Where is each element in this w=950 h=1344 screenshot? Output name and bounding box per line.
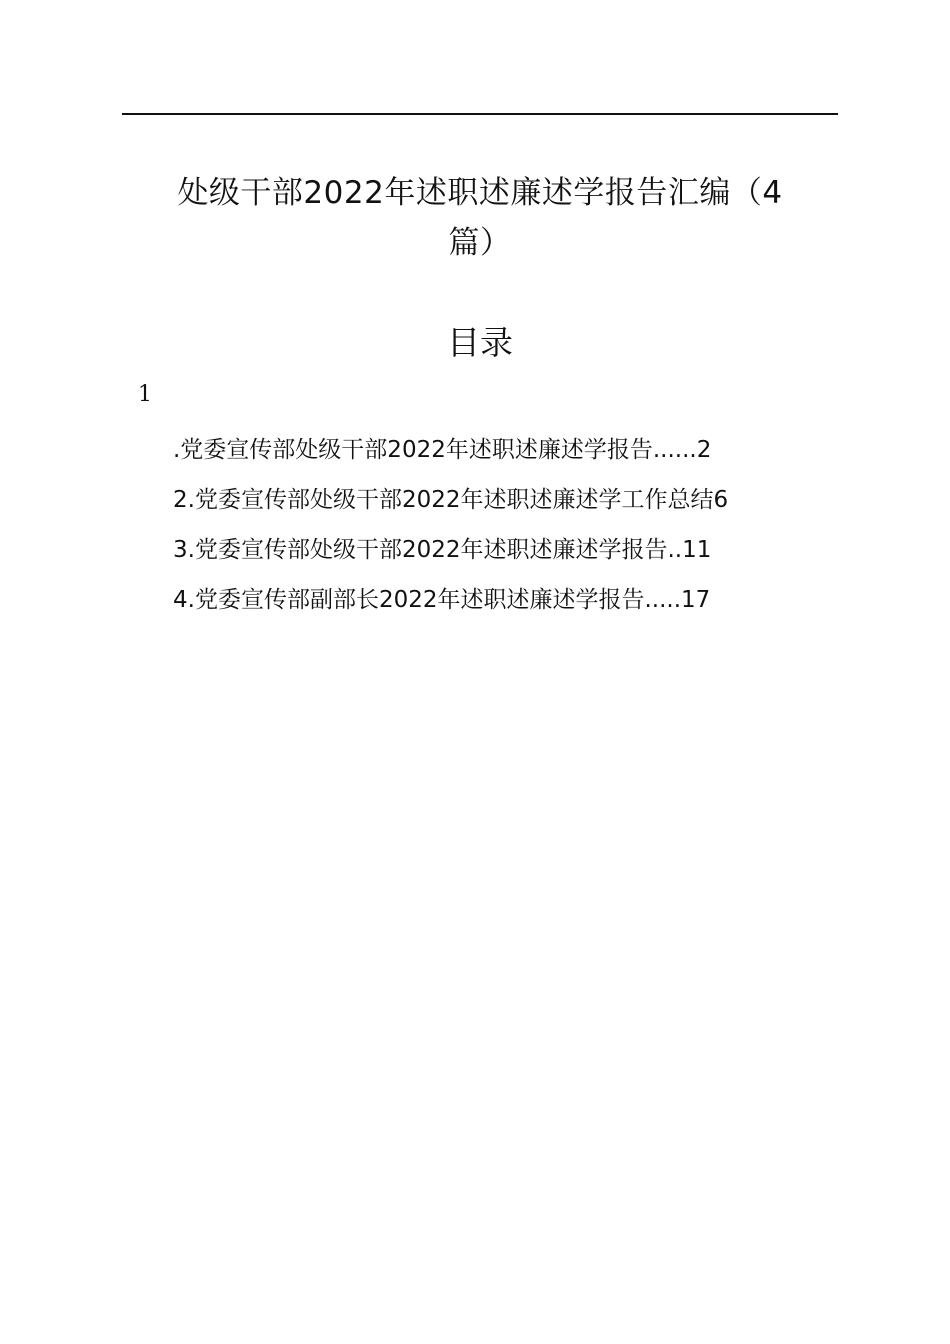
toc-item-2[interactable]: 2.党委宣传部处级干部2022年述职述廉述学工作总结6 (173, 487, 729, 513)
toc-heading: 目录 (447, 323, 513, 362)
toc-item-4[interactable]: 4.党委宣传部副部长2022年述职述廉述学报告.....17 (173, 587, 711, 613)
toc-item-3[interactable]: 3.党委宣传部处级干部2022年述职述廉述学报告..11 (173, 537, 712, 563)
document-title (130, 168, 830, 268)
header-rule (122, 113, 838, 115)
table-of-contents (173, 425, 853, 625)
toc-number: 1 (138, 382, 152, 407)
document-title-line-2: 篇） (448, 225, 512, 261)
toc-item-1[interactable]: .党委宣传部处级干部2022年述职述廉述学报告......2 (173, 437, 712, 463)
document-title-line-1: 处级干部2022年述职述廉述学报告汇编（4 (177, 175, 783, 211)
